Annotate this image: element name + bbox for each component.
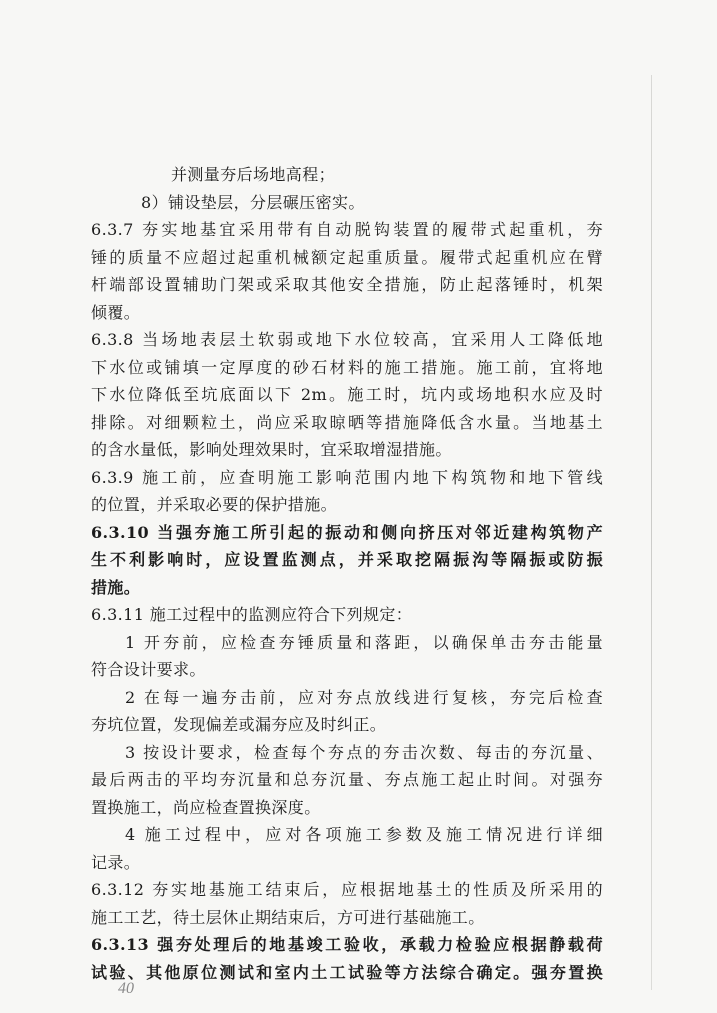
text-line: 的含水量低，影响处理效果时，宜采取增湿措施。: [91, 440, 452, 459]
clause-6-3-8: 6.3.8 当场地表层土软弱或地下水位较高，宜采用人工降低地: [91, 330, 603, 349]
list-item-1: 1 开夯前，应检查夯锤质量和落距，以确保单击夯击能量: [125, 632, 603, 652]
clause-6-3-7: 6.3.7 夯实地基宜采用带有自动脱钩装置的履带式起重机，夯: [91, 220, 603, 239]
list-item-2: 2 在每一遍夯击前，应对夯点放线进行复核，夯完后检查: [125, 687, 603, 707]
text-line: 的位置，并采取必要的保护措施。: [91, 495, 338, 514]
text-line: 并测量夯后场地高程；: [171, 165, 336, 184]
text-line: 记录。: [91, 852, 141, 872]
clause-6-3-9: 6.3.9 施工前，应查明施工影响范围内地下构筑物和地下管线: [91, 467, 603, 487]
page-edge-line: [651, 75, 652, 990]
text-line: 施工工艺，待土层休止期结束后，方可进行基础施工。: [91, 907, 485, 927]
clause-6-3-11: 6.3.11 施工过程中的监测应符合下列规定：: [91, 605, 413, 624]
list-item-3: 3 按设计要求，检查每个夯点的夯击次数、每击的夯沉量、: [125, 742, 603, 762]
page-number: 40: [118, 980, 134, 997]
clause-6-3-10: 6.3.10 当强夯施工所引起的振动和侧向挤压对邻近建构筑物产: [91, 522, 603, 542]
list-item-4: 4 施工过程中，应对各项施工参数及施工情况进行详细: [125, 825, 603, 844]
page-body: [91, 161, 603, 986]
text-line: 置换施工，尚应检查置换深度。: [91, 797, 321, 817]
clause-6-3-13: 6.3.13 强夯处理后的地基竣工验收，承载力检验应根据静载荷: [91, 935, 603, 954]
text-line: 8）铺设垫层，分层碾压密实。: [141, 192, 365, 212]
text-line: 倾覆。: [91, 302, 141, 322]
text-line: 最后两击的平均夯沉量和总夯沉量、夯点施工起止时间。对强夯: [91, 770, 603, 789]
text-line: 排除。对细颗粒土，尚应采取晾晒等措施降低含水量。当地基土: [91, 412, 603, 432]
text-line: 生不利影响时，应设置监测点，并采取挖隔振沟等隔振或防振: [91, 550, 603, 569]
clause-6-3-12: 6.3.12 夯实地基施工结束后，应根据地基土的性质及所采用的: [91, 880, 603, 899]
text-line: 下水位或铺填一定厚度的砂石材料的施工措施。施工前，宜将地: [91, 357, 603, 377]
text-line: 试验、其他原位测试和室内土工试验等方法综合确定。强夯置换: [91, 962, 603, 982]
text-line: 杆端部设置辅助门架或采取其他安全措施，防止起落锤时，机架: [91, 275, 603, 294]
text-line: 下水位降低至坑底面以下 2m。施工时，坑内或场地积水应及时: [91, 385, 603, 404]
text-line: 锤的质量不应超过起重机械额定起重质量。履带式起重机应在臂: [91, 247, 603, 267]
text-line: 符合设计要求。: [91, 660, 206, 679]
text-line: 措施。: [91, 577, 141, 597]
text-line: 夯坑位置，发现偏差或漏夯应及时纠正。: [91, 715, 387, 734]
